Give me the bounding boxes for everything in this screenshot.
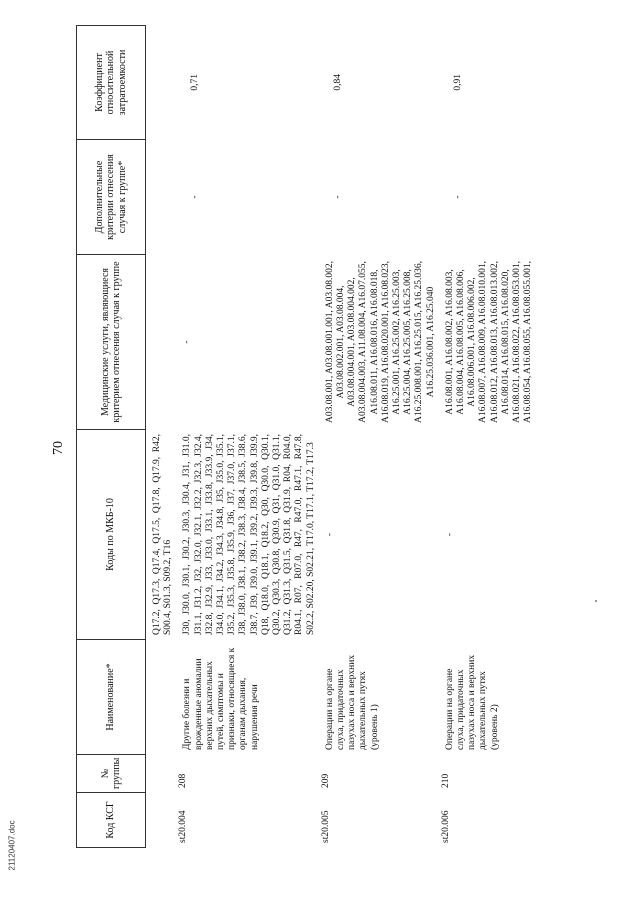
scan-speck — [595, 600, 597, 602]
header-group-number: № группы — [77, 755, 146, 793]
row-coefficient: 0,71 — [176, 26, 318, 140]
continuation-row — [146, 26, 177, 848]
header-criteria: Дополнительные критерии отнесения случая к группе* — [77, 140, 146, 255]
row-code: st20.006 — [439, 793, 537, 848]
continuation-icd-codes: Q17.2, Q17.3, Q17.4, Q17.5, Q17.8, Q17.9, R42, S00.4, S01.3, S09.2, T16 — [146, 430, 177, 640]
table-row — [176, 26, 318, 848]
row-services: A16.08.001, A16.08.002, A16.08.003, A16.08.004, A16.08.005, A16.08.006, A16.08.006.001, A16.08.006.002, A16.08.007, A16.08.009, A16.08.010.001, A16.08.012, A16.08.013, A16.08.013.002, A16.08.014, A16.08.015, A16.08.020, A16.08.021, A16.08.022, A16.08.053.001, A16.08.054, A16.08.055, A16.08.055.001, — [439, 255, 537, 430]
header-code: Код КСГ — [77, 793, 146, 848]
row-name: Операции на органе слуха, придаточных пазухах носа и верхних дыхательных путях (уровень 2) — [439, 640, 537, 755]
footer-filename: 21120407.doc — [7, 820, 17, 871]
row-icd-codes: - — [439, 430, 537, 640]
row-name: Другие болезни и врожденные аномалии верхних дыхательных путей, симптомы и признаки, относящиеся к органам дыхания, нарушения речи — [176, 640, 318, 755]
header-icd-codes: Коды по МКБ-10 — [77, 430, 146, 640]
row-criteria: - — [439, 140, 537, 255]
row-group-number: 210 — [439, 755, 537, 793]
row-group-number: 208 — [176, 755, 318, 793]
row-code: st20.005 — [319, 793, 439, 848]
row-services: A03.08.001, A03.08.001.001, A03.08.002, A03.08.002.001, A03.08.004, A03.08.004.001, A03.08.004.002, A03.08.004.003, A11.08.004, A16.07.055, A16.08.011, A16.08.016, A16.08.018, A16.08.019, A16.08.020.001, A16.08.023, A16.25.001, A16.25.002, A16.25.003, A16.25.004, A16.25.005, A16.25.008, A16.25.008.001, A16.25.015, A16.25.036, A16.25.036.001, A16.25.040 — [319, 255, 439, 430]
row-services: - — [176, 255, 318, 430]
header-services: Медицинские услуги, являющиеся критерием отнесения случая к группе — [77, 255, 146, 430]
page-number: 70 — [51, 441, 66, 455]
table-row — [439, 26, 537, 848]
row-name: Операции на органе слуха, придаточных пазухах носа и верхних дыхательных путях (уровень 1) — [319, 640, 439, 755]
row-criteria: - — [319, 140, 439, 255]
ksg-table — [76, 25, 537, 848]
row-coefficient: 0,84 — [319, 26, 439, 140]
rotated-table-area — [76, 26, 616, 848]
row-code: st20.004 — [176, 793, 318, 848]
table-header-row — [77, 26, 146, 848]
row-coefficient: 0,91 — [439, 26, 537, 140]
header-name: Наименование* — [77, 640, 146, 755]
header-coefficient: Коэффициент относительной затратоемкости — [77, 26, 146, 140]
row-group-number: 209 — [319, 755, 439, 793]
row-icd-codes: - — [319, 430, 439, 640]
table-row — [319, 26, 439, 848]
row-icd-codes: J30, J30.0, J30.1, J30.2, J30.3, J30.4, J31, J31.0, J31.1, J31.2, J32, J32.0, J32.1, J32.2, J32.3, J32.4, J32.8, J32.9, J33, J33.0, J33.1, J33.8, J33.9, J34, J34.0, J34.1, J34.2, J34.3, J34.8, J35, J35.0, J35.1, J35.2, J35.3, J35.8, J35.9, J36, J37, J37.0, J37.1, J38, J38.0, J38.1, J38.2, J38.3, J38.4, J38.5, J38.6, J38.7, J39, J39.0, J39.1, J39.2, J39.3, J39.8, J39.9, Q18, Q18.0, Q18.1, Q18.2, Q30, Q30.0, Q30.1, Q30.2, Q30.3, Q30.8, Q30.9, Q31, Q31.0, Q31.1, Q31.2, Q31.3, Q31.5, Q31.8, Q31.9, R04, R04.0, R04.1, R07, R07.0, R47, R47.0, R47.1, R47.8, S02.2, S02.20, S02.21, T17.0, T17.1, T17.2, T17.3 — [176, 430, 318, 640]
row-criteria: - — [176, 140, 318, 255]
